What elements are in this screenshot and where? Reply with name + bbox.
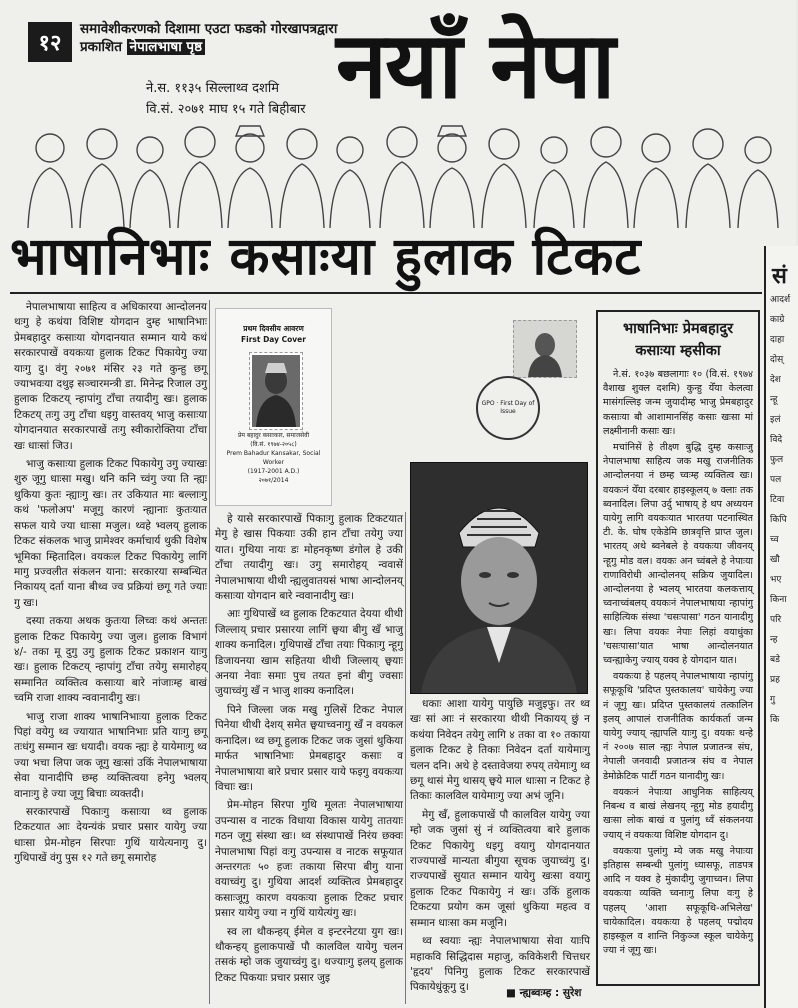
col2-paragraph: पिने जिल्ला जक मखु गुलिसें टिकट नेपाल पिनेया थीथी देशय् समेत छ्वयाच्वनागु खँ न वयकल कनादिल। थ्व छगू हुलाक टिकट जक जुसां थुकिया मार्फत भाषानिभाः प्रेमबहादुर कसाः व नेपालभाषाया बारे प्रचार प्रसार याये फइगु वयकःया विचाः खः। (215, 703, 403, 793)
article-column-1 (14, 300, 207, 1004)
dateline-bikram-sambat: वि.सं. २०७१ माघ १५ गते बिहीबार (146, 102, 306, 117)
tagline-line-2 (80, 38, 337, 56)
stamp-title (216, 323, 331, 345)
col1-paragraph: नेपालभाषाया साहित्य व अधिकारया आन्दोलनय थःगु हे कथंया विशिष्ट योगदान दुम्ह भाषानिभाः प्रेमबहादुर कसाःया योगदानयात सम्मान याये कथं सरकारपाखें वयकःया हुलाक टिकट पिकायेगु ज्या याःगु दु। वंगु २०७१ मंसिर २३ गते कुन्हु छगू ज्याभवःया दथुइ सञ्चारमन्त्री डा. मिनेन्द्र रिजाल उगु हुलाक टिकटय् न्हापांगु टाँचा तयादीगु खः। हुलाक टिकटय् तःगु उगु टाँचा धइगु वास्तवय् भाजु कसाःया योगदानयात सरकारपाखें तःगु स्वीकारोक्तिया टाँचा खः धाःसां जिउ। (14, 301, 207, 452)
column-divider (209, 300, 210, 1004)
portrait-silhouette-icon (252, 355, 300, 427)
stamp-caption (220, 431, 327, 485)
article-headline: भाषानिभाः कसाःया हुलाक टिकट (10, 226, 642, 287)
headline-rule (10, 292, 762, 294)
small-stamp-image (513, 320, 577, 378)
article-column-2 (215, 512, 403, 1004)
adjacent-headline-fragment: सं (772, 264, 787, 289)
adjacent-text-fragment: किना (770, 595, 787, 605)
adjacent-text-fragment: दाहा (770, 335, 785, 345)
sidebar-paragraph: वयकःया हे पहलय् नेपालभाषाया न्हापांगु सफूकूथि 'प्रदिप्त पुस्तकालय' चायेकेगु ज्या नं जूगु खः। प्रदिप्त पुस्तकालयं तत्कालिन इलय् आपालं राजनीतिक कार्यकर्ता जन्म यायेगु ज्याय् न्ह्यापलि याःगु दु। वयकः थन्हे नं २००७ साल न्ह्यः नेपाल प्रजातन्त्र संघ, नेपाली जनवादी प्रजातन्त्र संघ व नेपाल डेमोक्रेटिक पार्टी गठन यानादीगु खः। (603, 671, 753, 782)
adjacent-text-fragment: किपि (770, 515, 787, 525)
adjacent-text-fragment: न्ह (770, 635, 778, 645)
col1-paragraph: भाजु कसाःया हुलाक टिकट पिकायेगु उगु ज्याखः शुरु जूगु धाःसा मखु। थनि कनि च्वंगु ज्या ति न्ह्यः थुकिया कुतः न्ह्याःगु खः। तर उकियात माः बल्लाःगु कथं 'फलोअप' मजूगु कारणं न्ह्यानाः कुतःयात सफल याये ज्या धाःसा मजुल। थ्वहे भ्वलय् हुलाक टिकट संकलक भाजु प्रामेश्वर कर्माचार्य थुकी विशेष भूमिका म्हितादिल। वयकःल टिकट पिकायेगु लागिं मागु प्रज्वलीत संकलन याना: सरकारया सम्बन्धित निकायय् दर्ता याना बीथ्व ज्व प्रक्रियां छगू गते ज्याः गु खः। (14, 458, 207, 609)
first-day-cover-stamp (215, 308, 332, 506)
adjacent-text-fragment: न्हू (770, 395, 778, 405)
stamp-caption-line: २०७१/2014 (258, 477, 289, 484)
column-divider (405, 512, 406, 1004)
col1-paragraph: भाजु राजा शाक्य भाषानिभाःया हुलाक टिकट पिहां वयेगु थ्व ज्यायात भाषानिभाः प्रति याःगु छगू तःधंगु सम्मान खः धयादी। वयक न्ह्यः हे यायेमाःगु थ्व ज्या भचा लिपा जक जूगु खःसां उकिं नेपालभाषाया सेवा यानादीपि छम्ह व्यक्तित्वया हनेगु भ्वलय् वानाःगु हे ज्या जूगु बिचाः व्यक्तदी। (14, 710, 207, 800)
adjacent-text-fragment: इलं (770, 415, 781, 425)
postmark-seal: GPO · First Day of Issue (476, 376, 540, 440)
sidebar-paragraph: वयकःया पुलांगु म्ये जक मखु नेपाःया इतिहास सम्बन्धी पुलांगु ध्यासफू, ताडपत्र आदि न यक्व हे मुंकादीगु जुगाच्वन। लिपा वयकःया व्यक्ति च्वनाःगु लिपा वःगु हे पहलय् 'आशा सफूकूथि-अभिलेख' चायेकादिल। वयकःया हे पहलय् पद्मोदय हाइस्कूल व शान्ति निकुञ्ज स्कूल चायेकेगु ज्या नं जूगु खः। (603, 845, 753, 957)
portrait-photo (410, 462, 588, 694)
sidebar-paragraph: मचांनिसें हे तीक्ष्ण बुद्धि दुम्ह कसाःजु नेपालभाषा साहित्य जक मखु राजनीतिक आन्दोलनया नं छम्ह च्वःम्ह व्यक्तित्व खः। वयकःनं येँया दरबार हाइस्कूलय् ७ क्लाः तक ब्वनादिल। लिपा उर्दु भाषाय् हे थप अध्ययन यायेगु लागि वयकःयात भारतया पटनास्थित टी. के. घोष एकेडेमि छात्रवृत्ति प्राप्त जुल। भारतय् अथे ब्वनेबले हे वयकःया जीवनय् न्हूगु मोड वल। वयकः अन च्वंबले हे नेपाःया राणाविरोधी आन्दोलनय् सक्रिय जुयादिल। आन्दोलनया हे भ्वलय् भारतया कलकत्ताय् च्वनाच्वंबलय् वयकःनं नेपालभाषाया न्हापांगु साहित्यिक संस्था 'चसःपासा' गठन यानादीगु खः। लिपा वयकः नेपाः लिहां वयाधुंका 'चसःपासा'यात भाषा आन्दोलनयात च्वन्ह्याकेगु ज्याय् यक्व हे योगदान यात। (603, 442, 753, 667)
sidebar-title: भाषानिभाः प्रेमबहादुर कसाःया म्हसीका (622, 321, 734, 359)
adjacent-text-fragment: दोस् (770, 355, 784, 365)
stamp-caption-line: प्रेम बहादुर कसाःकार, समाजसेवी (237, 432, 310, 439)
adjacent-text-fragment: बडे (770, 655, 780, 665)
col3-paragraph: धकाः आशा यायेगु पायुछि मजुइफु। तर थ्व खः सां आः नं सरकारया थीथी निकायय् छुं न कथंया निवेदन तयेगु लागि ४ तका वा १० तकाया हुलाक टिकट हे तिकाः निवेदन दर्ता यायेमाःगु चलन दनि। अथे हे दस्तावेजया रुपय् तयेमाःगु थ्व छगू थासं मेगु थासय् छ्वये माल धाःसा न टिकट हे तिकाः कालविल यायेमाःगु ज्या अभं जूनि। (410, 698, 590, 803)
adjacent-text-fragment: परि (770, 615, 782, 625)
stamp-title-nepali: प्रथम दिवसीय आवरण (243, 324, 304, 333)
adjacent-text-fragment: कि (770, 715, 780, 725)
col3-paragraph: मेगु खँ, हुलाकपाखें पौ कालविल यायेगु ज्या म्हो जक जुसां सुं नं व्यक्तित्वया बारे हुलाक टिकट पिकायेगु धइगु वयागु योगदानयात राज्यपाखें मान्यता बीगुया सूचक जुयाच्वंगु दु। राज्यपाखें सुयात सम्मान यायेगु खःसा वयागु हुलाक टिकट पिकायेगु नं खः। उकिं हुलाक टिकटया प्रयोग कम जूसां थुकिया महत्व व सम्मान धाःसा कम मजूनि। (410, 808, 590, 929)
col3-paragraph: थ्व स्वयाः न्ह्यः नेपालभाषाया सेवा याःपि महाकवि सिद्धिदास महाजु, कविकेशरी चित्तधर 'हृदय' पिनिगु हुलाक टिकट सरकारपाखें पिकायेधुंकूगु दु। (410, 935, 590, 994)
adjacent-text-fragment: च्व (770, 535, 779, 545)
tagline-highlight: नेपालभाषा पृष्ठ (127, 39, 205, 55)
adjacent-text-fragment: आदर्श (770, 295, 791, 305)
col2-paragraph: आः गुथिपाखें थ्व हुलाक टिकटयात देयया थीथी जिल्लाय् प्रचार प्रसारया लागिं छ्वया बीगु खँ भाजु शाक्य कनादिल। गुथिपाखें टाँचा तयाः पिकाःगु न्हूगु डिजायनया खाम सहितया थीथी जिल्लाय् छ्वयाः अनया नेवाः समाः पुच तयत इनां बीगु ज्वसाः जुयाच्वंगु खँ न भाजु शाक्य कनादिल। (215, 608, 403, 698)
adjacent-text-fragment: फुल (770, 455, 784, 465)
crowd-illustration (10, 118, 796, 228)
page-number: १२ (28, 22, 72, 62)
masthead-title: नयाँ नेपा (336, 12, 614, 119)
adjacent-text-fragment: पल (770, 475, 782, 485)
col2-paragraph: स्व ला थौकन्हय् ईमेल व इन्टरनेटया युग खः। थौकन्हय् हुलाकपाखें पौ कालविल यायेगु चलन तसकं म्हो जक जुयाच्वंगु दु। थज्याःगु इलय् हुलाक टिकट पिकयाः प्रचार प्रसार जुइ (215, 925, 403, 984)
dateline-nepal-sambat: ने.स. ११३५ सिल्लाथ्व दशमि (146, 81, 280, 96)
tagline-line-1: समावेशीकरणको दिशामा एउटा फडको गोरखापत्रद्वारा (80, 21, 338, 37)
stamp-caption-line: (वि.सं. १९७४-२०५८) (250, 441, 297, 448)
stamp-caption-line: (1917-2001 A.D.) (247, 468, 300, 475)
adjacent-text-fragment: देश (770, 375, 781, 385)
sidebar-paragraph: वयकःनं नेपाःया आधुनिक साहित्यय् निबन्ध व बाखं लेखनय् न्हूगु मोड हयादीगु खःसा लोक बाखं व पुलांगु ध्वँ संकलनया ज्याय् नं वयकःया विशिष्ट योगदान दु। (603, 786, 753, 841)
stamp-portrait-image (250, 353, 302, 429)
stamp-title-english: First Day Cover (241, 335, 306, 344)
adjacent-article-strip (764, 246, 798, 1008)
adjacent-text-fragment: खौ (770, 555, 780, 565)
sidebar-body (603, 368, 753, 980)
adjacent-text-fragment: काग्रे (770, 315, 785, 325)
biography-sidebar-box (596, 310, 760, 986)
section-tagline (80, 20, 337, 56)
adjacent-text-fragment: प्रह (770, 675, 780, 685)
adjacent-text-fragment: विदे (770, 435, 783, 445)
col1-paragraph: सरकारपाखें पिकाःगु कसाःया थ्व हुलाक टिकटयात आः देयन्यंकं प्रचार प्रसार यायेगु ज्या धाःसा प्रेम-मोहन सिरपाः गुथिं यायेत्यनागु दु। गुथिपाखें वंगु पुस १२ गते छगू समारोह (14, 806, 207, 865)
tagline-line-2-prefix: प्रकाशित (80, 39, 127, 55)
dateline (146, 78, 306, 120)
col1-paragraph: दस्या तकया अथक कुतःया लिच्वः कथं अन्ततः हुलाक टिकट पिकायेगु ज्या जुल। हुलाक विभागं ४/- तका मू दुगु उगु हुलाक टिकट प्रकाशन याःगु खः। हुलाक टिकटय् न्हापांगु टाँचा तयेगु समारोहय् सम्मानित व्यक्तित्व कसाःया बारे नांजाःम्ह बाखं च्वमि राजा शाक्य न्ववानादीगु खः। (14, 615, 207, 705)
adjacent-text-fragment: भए (770, 575, 782, 585)
author-credit: ■ न्ह्यब्वःम्ह : सुरेश (506, 987, 582, 999)
col2-paragraph: हे यासे सरकारपाखें पिकाःगु हुलाक टिकटयात मेगु हे खास पिकयाः उकी हान टाँचा तयेगु ज्या यात। गुथिया नायः डः मोहनकृष्ण डंगोल हे उकी टाँचा तयादीगु खः। उगु समारोहय् न्ववासें नेपालभाषाया थीथी न्ह्यलुवातयसं भाषा आन्दोलनय् कसाःया योगदान बारे न्ववानादीगु खः। (215, 513, 403, 603)
adjacent-text-fragment: टिवा (770, 495, 785, 505)
stamp-portrait-icon (514, 321, 576, 377)
adjacent-text-fragments (766, 290, 798, 730)
adjacent-text-fragment: गु (770, 695, 776, 705)
stamp-caption-line: Prem Bahadur Kansakar, Social Worker (226, 450, 321, 466)
sidebar-paragraph: ने.सं. १०३७ बछलागाः १० (वि.सं. १९७४ वैशाख शुक्ल दशमि) कुन्हु येँया केलत्वा मासंगल्लिइ जन्म जुयादीम्ह भाजु प्रेमबहादुर कसाःया बौ आशामानसिंह कसाः खःसा मां लक्ष्मीनानी कसाः खः। (603, 369, 753, 437)
man-with-cap-portrait-icon (411, 463, 587, 693)
col2-paragraph: प्रेम-मोहन सिरपा गुथि मूलतः नेपालभाषाया उपन्यास व नाटक विधाया विकास यायेगु तातयाः गठन जूगु संस्था खः। थ्व संस्थापाखें निरंय छक्वः नेपालभाषा पिहां वःगु उपन्यास व नाटक सफूयात अन्तरगतः ५० हजः तकाया सिरपा बीगु याना वयाच्वंगु दु। गुथिया आदर्श व्यक्तित्व प्रेमबहादुर कसाःजूगु कारण वयकःया हुलाक टिकट प्रचार प्रसार यायेगु ज्या न गुथिं यायेत्यंगु खः। (215, 799, 403, 920)
